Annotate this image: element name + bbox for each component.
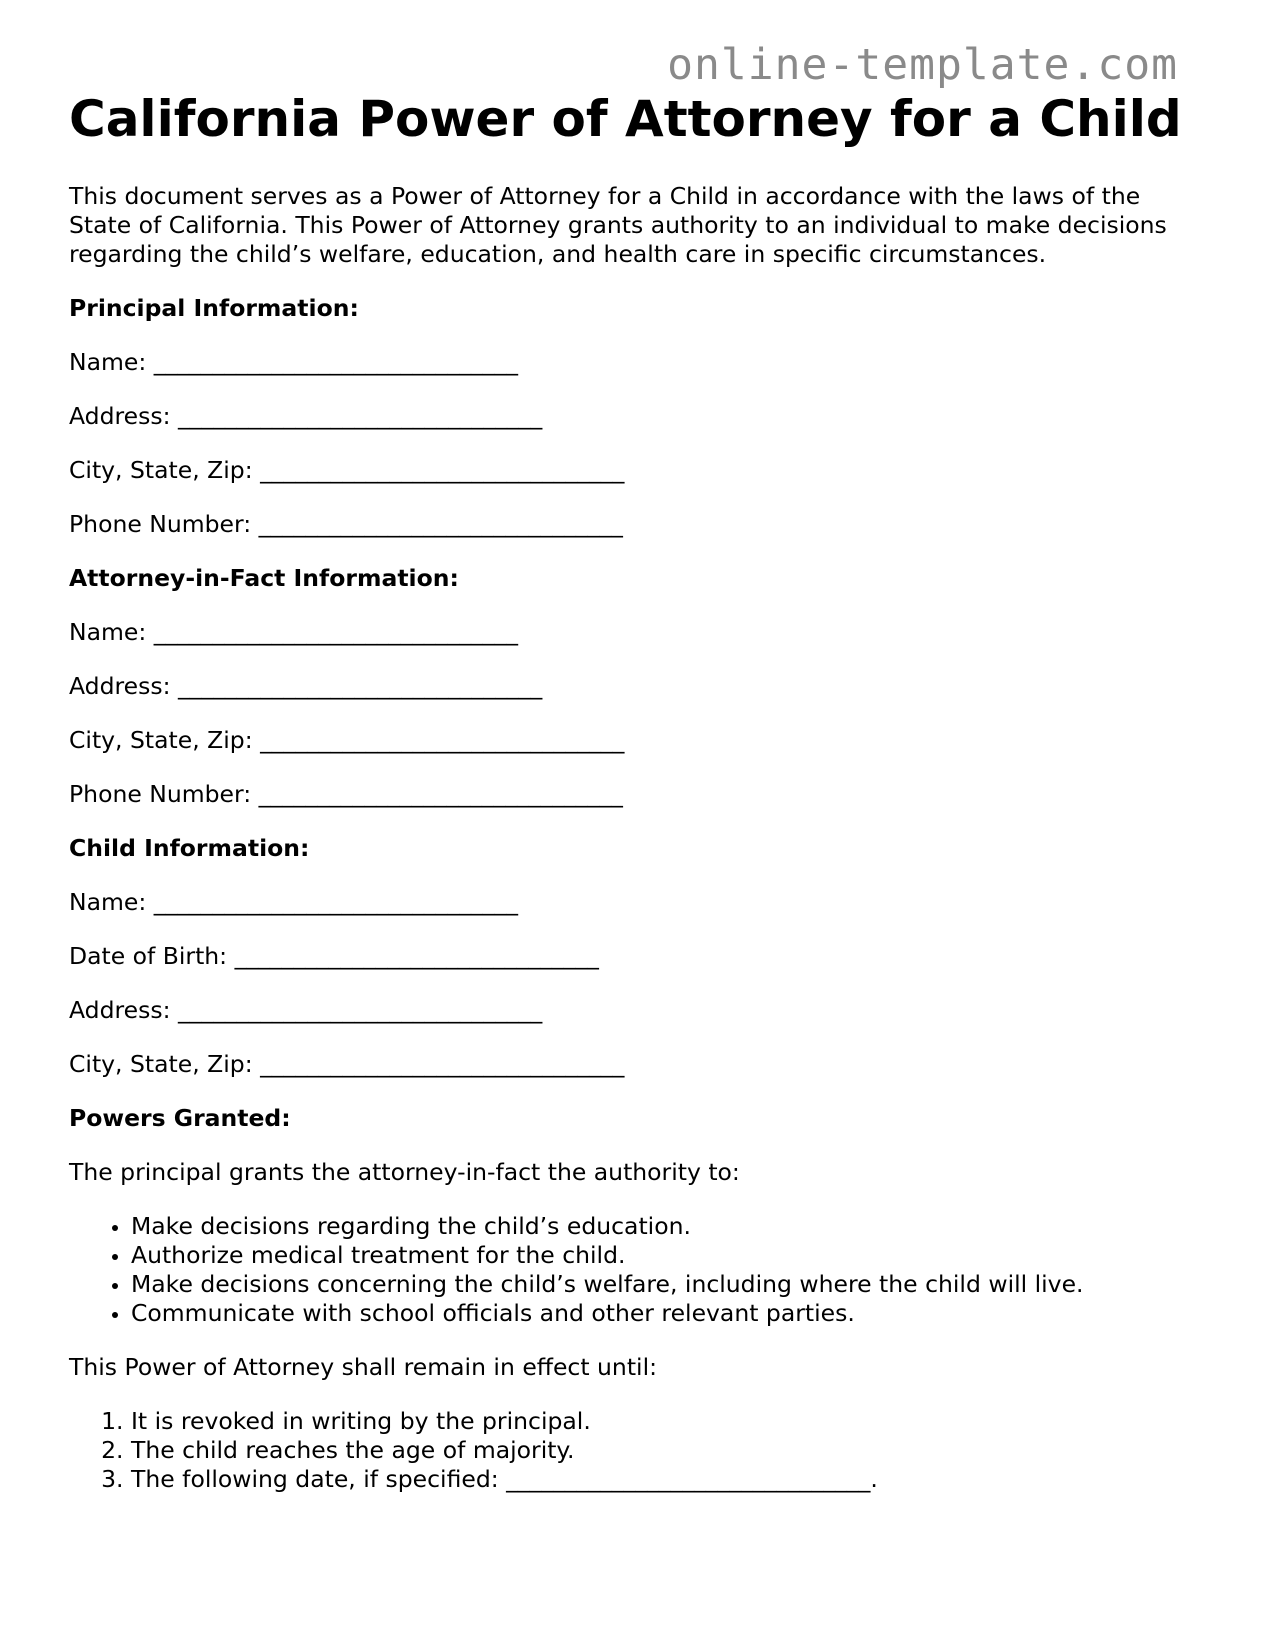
list-item: • Communicate with school officials and other relevant parties. bbox=[131, 1299, 1189, 1328]
child-address-field[interactable]: Address: _______________________________ bbox=[69, 996, 543, 1024]
list-item-date-field[interactable]: 3. The following date, if specified: _______________________________. bbox=[131, 1465, 1189, 1494]
principal-heading: Principal Information: bbox=[69, 294, 359, 322]
list-item: • Make decisions regarding the child’s education. bbox=[131, 1212, 1189, 1241]
powers-lead: The principal grants the attorney-in-fact the authority to: bbox=[69, 1158, 740, 1186]
principal-name-field[interactable]: Name: _______________________________ bbox=[69, 348, 518, 376]
list-item: 2. The child reaches the age of majority. bbox=[131, 1436, 1189, 1465]
child-name-field[interactable]: Name: _______________________________ bbox=[69, 888, 518, 916]
child-heading: Child Information: bbox=[69, 834, 310, 862]
child-dob-field[interactable]: Date of Birth: _______________________________ bbox=[69, 942, 599, 970]
attorney-address-field[interactable]: Address: _______________________________ bbox=[69, 672, 543, 700]
document-title: California Power of Attorney for a Child bbox=[69, 90, 1182, 148]
document-page bbox=[69, 84, 1189, 1494]
watermark: online-template.com bbox=[667, 40, 1178, 90]
attorney-heading: Attorney-in-Fact Information: bbox=[69, 564, 459, 592]
list-item: • Authorize medical treatment for the child. bbox=[131, 1241, 1189, 1270]
duration-lead: This Power of Attorney shall remain in effect until: bbox=[69, 1353, 658, 1381]
intro-paragraph: This document serves as a Power of Attorney for a Child in accordance with the laws of the State of California. This Power of Attorney grants authority to an individual to make decisions regarding the child’s welfare, education, and health care in specific circumstances. bbox=[69, 182, 1167, 268]
principal-city-state-zip-field[interactable]: City, State, Zip: _______________________________ bbox=[69, 456, 625, 484]
child-city-state-zip-field[interactable]: City, State, Zip: _______________________________ bbox=[69, 1050, 625, 1078]
list-item: • Make decisions concerning the child’s welfare, including where the child will live. bbox=[131, 1270, 1189, 1299]
principal-phone-field[interactable]: Phone Number: _______________________________ bbox=[69, 510, 623, 538]
attorney-city-state-zip-field[interactable]: City, State, Zip: _______________________________ bbox=[69, 726, 625, 754]
powers-heading: Powers Granted: bbox=[69, 1104, 291, 1132]
duration-list bbox=[69, 1407, 1189, 1494]
attorney-name-field[interactable]: Name: _______________________________ bbox=[69, 618, 518, 646]
attorney-phone-field[interactable]: Phone Number: _______________________________ bbox=[69, 780, 623, 808]
list-item: 1. It is revoked in writing by the principal. bbox=[131, 1407, 1189, 1436]
powers-list bbox=[69, 1212, 1189, 1328]
principal-address-field[interactable]: Address: _______________________________ bbox=[69, 402, 543, 430]
